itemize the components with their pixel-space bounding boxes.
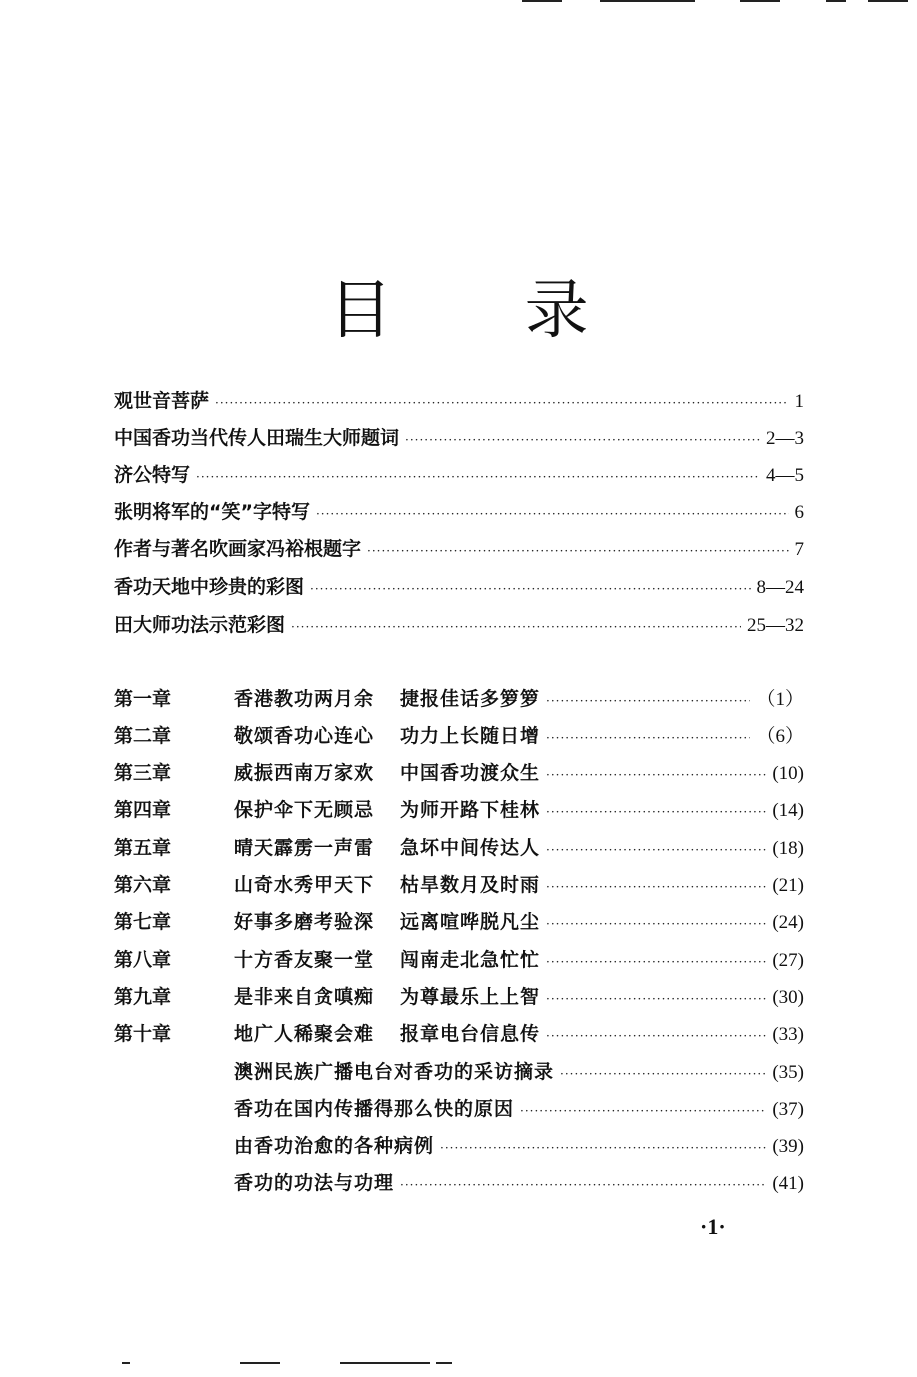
scan-artifact bbox=[868, 0, 908, 2]
chapter-page: (21) bbox=[772, 875, 804, 896]
chapter-entry[interactable] bbox=[114, 686, 804, 714]
chapter-label: 第六章 bbox=[114, 874, 172, 896]
chapter-title-part-b: 功力上长随日增 bbox=[400, 725, 541, 747]
toc-entry[interactable] bbox=[114, 612, 804, 640]
toc-entry[interactable] bbox=[114, 388, 804, 416]
chapter-title bbox=[234, 835, 540, 861]
leader-dots bbox=[546, 911, 766, 937]
chapter-entry[interactable] bbox=[114, 723, 804, 751]
toc-entry-page: 7 bbox=[794, 539, 804, 560]
leader-dots bbox=[215, 390, 788, 416]
subsection-page: (35) bbox=[772, 1062, 804, 1083]
leader-dots bbox=[546, 799, 766, 825]
subsection-entry[interactable] bbox=[234, 1170, 804, 1198]
leader-dots bbox=[560, 1061, 766, 1087]
chapter-title-part-b: 急坏中间传达人 bbox=[400, 837, 541, 859]
chapter-title bbox=[234, 723, 540, 749]
scan-artifact bbox=[436, 1362, 452, 1364]
scan-artifact bbox=[340, 1362, 430, 1364]
toc-entry-page: 2—3 bbox=[766, 428, 804, 449]
chapter-entry[interactable] bbox=[114, 909, 804, 937]
leader-dots bbox=[316, 501, 789, 527]
toc-entry[interactable] bbox=[114, 462, 804, 490]
chapter-entry[interactable] bbox=[114, 984, 804, 1012]
subsection-entry[interactable] bbox=[234, 1096, 804, 1124]
chapter-title-part-b: 远离喧哗脱凡尘 bbox=[400, 911, 541, 933]
leader-dots bbox=[546, 986, 766, 1012]
toc-entry-title: 中国香功当代传人田瑞生大师题词 bbox=[114, 427, 400, 449]
chapter-entry[interactable] bbox=[114, 835, 804, 863]
toc-entry-page: 8—24 bbox=[756, 577, 804, 598]
chapter-entry[interactable] bbox=[114, 872, 804, 900]
chapter-title-part-b: 中国香功渡众生 bbox=[400, 762, 541, 784]
toc-entry-title: 作者与著名吹画家冯裕根题字 bbox=[114, 538, 362, 560]
chapter-title-part-a: 十方香友聚一堂 bbox=[234, 949, 375, 971]
chapter-page: (14) bbox=[772, 800, 804, 821]
chapter-title-part-a: 地广人稀聚会难 bbox=[234, 1023, 375, 1045]
chapter-title-part-b: 为师开路下桂林 bbox=[400, 799, 541, 821]
chapter-title bbox=[234, 686, 540, 712]
leader-dots bbox=[291, 614, 741, 640]
subsection-title: 澳洲民族广播电台对香功的采访摘录 bbox=[234, 1061, 555, 1083]
scan-artifact bbox=[740, 0, 780, 2]
leader-dots bbox=[546, 837, 766, 863]
leader-dots bbox=[196, 464, 760, 490]
subsection-title: 香功在国内传播得那么快的原因 bbox=[234, 1098, 515, 1120]
leader-dots bbox=[546, 1023, 766, 1049]
chapter-title-part-a: 山奇水秀甲天下 bbox=[234, 874, 375, 896]
leader-dots bbox=[310, 576, 750, 602]
toc-entry-title: 张明将军的“笑”字特写 bbox=[114, 501, 310, 523]
chapter-title-part-a: 威振西南万家欢 bbox=[234, 762, 375, 784]
toc-entry-title: 田大师功法示范彩图 bbox=[114, 614, 286, 636]
chapter-title-part-a: 是非来自贪嗔痴 bbox=[234, 986, 375, 1008]
chapter-entry[interactable] bbox=[114, 947, 804, 975]
chapter-entry[interactable] bbox=[114, 797, 804, 825]
chapter-label: 第四章 bbox=[114, 799, 172, 821]
scan-artifact bbox=[600, 0, 695, 2]
chapter-label: 第三章 bbox=[114, 762, 172, 784]
chapter-label: 第八章 bbox=[114, 949, 172, 971]
subsection-entry[interactable] bbox=[234, 1133, 804, 1161]
chapter-page: (24) bbox=[772, 912, 804, 933]
toc-entry-page: 1 bbox=[794, 391, 804, 412]
leader-dots bbox=[546, 874, 766, 900]
toc-entry-page: 25—32 bbox=[747, 615, 804, 636]
page-title: 目 录 bbox=[328, 273, 645, 348]
chapter-page: （1） bbox=[756, 689, 804, 710]
leader-dots bbox=[440, 1135, 766, 1161]
subsection-page: (37) bbox=[772, 1099, 804, 1120]
chapter-title bbox=[234, 947, 540, 973]
toc-entry[interactable] bbox=[114, 499, 804, 527]
chapter-title-part-b: 报章电台信息传 bbox=[400, 1023, 541, 1045]
chapter-label: 第九章 bbox=[114, 986, 172, 1008]
chapter-title bbox=[234, 984, 540, 1010]
chapter-label: 第二章 bbox=[114, 725, 172, 747]
chapter-title bbox=[234, 1021, 540, 1047]
scan-artifact bbox=[522, 0, 562, 2]
toc-entry-page: 4—5 bbox=[766, 465, 804, 486]
leader-dots bbox=[367, 538, 788, 564]
subsection-title: 香功的功法与功理 bbox=[234, 1172, 395, 1194]
chapter-page: (27) bbox=[772, 950, 804, 971]
toc-entry-title: 观世音菩萨 bbox=[114, 390, 210, 412]
chapter-title-part-b: 为尊最乐上上智 bbox=[400, 986, 541, 1008]
subsection-entry[interactable] bbox=[234, 1059, 804, 1087]
leader-dots bbox=[400, 1172, 766, 1198]
subsection-title: 由香功治愈的各种病例 bbox=[234, 1135, 435, 1157]
chapter-label: 第一章 bbox=[114, 688, 172, 710]
chapter-title-part-a: 晴天霹雳一声雷 bbox=[234, 837, 375, 859]
chapter-page: (18) bbox=[772, 838, 804, 859]
subsection-page: (39) bbox=[772, 1136, 804, 1157]
toc-entry[interactable] bbox=[114, 536, 804, 564]
chapter-title bbox=[234, 909, 540, 935]
chapter-title bbox=[234, 872, 540, 898]
chapter-title-part-a: 敬颂香功心连心 bbox=[234, 725, 375, 747]
scan-artifact bbox=[826, 0, 846, 2]
chapter-entry[interactable] bbox=[114, 760, 804, 788]
chapter-title-part-b: 枯旱数月及时雨 bbox=[400, 874, 541, 896]
chapter-title bbox=[234, 760, 540, 786]
leader-dots bbox=[546, 688, 750, 714]
chapter-label: 第十章 bbox=[114, 1023, 172, 1045]
chapter-label: 第七章 bbox=[114, 911, 172, 933]
toc-entry[interactable] bbox=[114, 425, 804, 453]
chapter-title-part-a: 香港教功两月余 bbox=[234, 688, 375, 710]
leader-dots bbox=[405, 427, 760, 453]
leader-dots bbox=[546, 762, 766, 788]
chapter-title-part-b: 闯南走北急忙忙 bbox=[400, 949, 541, 971]
chapter-page: (10) bbox=[772, 763, 804, 784]
chapter-page: (30) bbox=[772, 987, 804, 1008]
subsection-page: (41) bbox=[772, 1173, 804, 1194]
toc-entry-title: 香功天地中珍贵的彩图 bbox=[114, 576, 305, 598]
toc-entry[interactable] bbox=[114, 574, 804, 602]
chapter-entry[interactable] bbox=[114, 1021, 804, 1049]
leader-dots bbox=[546, 725, 750, 751]
leader-dots bbox=[520, 1098, 766, 1124]
chapter-title-part-b: 捷报佳话多箩箩 bbox=[400, 688, 541, 710]
chapter-label: 第五章 bbox=[114, 837, 172, 859]
scan-artifact bbox=[240, 1362, 280, 1364]
toc-entry-title: 济公特写 bbox=[114, 464, 191, 486]
chapter-title-part-a: 保护伞下无顾忌 bbox=[234, 799, 375, 821]
toc-entry-page: 6 bbox=[794, 502, 804, 523]
page-number: ·1· bbox=[700, 1214, 726, 1239]
chapter-page: （6） bbox=[756, 726, 804, 747]
chapter-page: (33) bbox=[772, 1024, 804, 1045]
scan-artifact bbox=[122, 1362, 130, 1364]
chapter-title-part-a: 好事多磨考验深 bbox=[234, 911, 375, 933]
chapter-title bbox=[234, 797, 540, 823]
leader-dots bbox=[546, 949, 766, 975]
